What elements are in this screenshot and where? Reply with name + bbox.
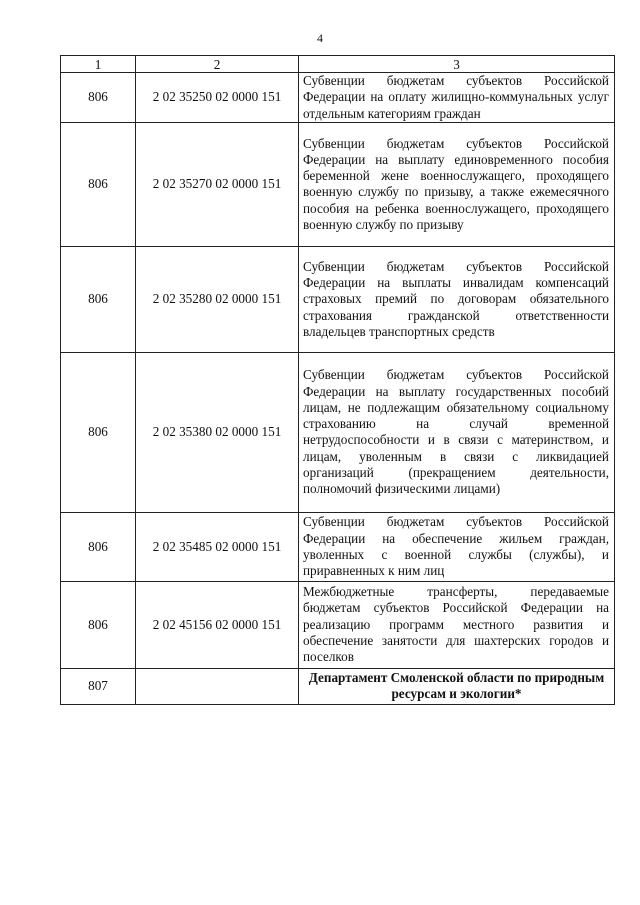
description-text: Субвенции бюджетам субъектов Российской Федерации на обеспечение жильем граждан, уволенных с военной службы (службы), и приравненных к ним лиц [303, 514, 609, 579]
description-text: Субвенции бюджетам субъектов Российской Федерации на оплату жилищно-коммунальных услуг отдельным категориям граждан [303, 73, 609, 121]
description-cell [299, 581, 615, 668]
budget-code-cell [136, 668, 299, 704]
table-row [61, 512, 615, 581]
description-cell [299, 73, 615, 123]
budget-code-cell: 2 02 35280 02 0000 151 [136, 246, 299, 352]
table-row [61, 73, 615, 123]
admin-code-cell: 806 [61, 581, 136, 668]
description-cell [299, 246, 615, 352]
department-title-cell: Департамент Смоленской области по природным ресурсам и экологии* [299, 668, 615, 704]
description-text: Субвенции бюджетам субъектов Российской Федерации на выплату государственных пособий лицам, не подлежащим обязательному социальному страхованию на случай временной нетрудоспособности и в связи с материнством, и лицам, уволенным в связи с ликвидацией организаций (прекращением деятельности, полномочий физическими лицами) [303, 367, 609, 497]
budget-code-cell: 2 02 35270 02 0000 151 [136, 122, 299, 246]
table-header-row [61, 56, 615, 73]
budget-code-cell: 2 02 45156 02 0000 151 [136, 581, 299, 668]
description-text: Субвенции бюджетам субъектов Российской Федерации на выплату единовременного пособия беременной жене военнослужащего, проходящего военную службу по призыву, а также ежемесячного пособия на ребенка военнослужащего, проходящего военную службу по призыву [303, 135, 609, 232]
admin-code-cell: 807 [61, 668, 136, 704]
column-header-2: 2 [136, 56, 299, 73]
budget-code-cell: 2 02 35250 02 0000 151 [136, 73, 299, 123]
table-row [61, 352, 615, 512]
description-cell [299, 512, 615, 581]
admin-code-cell: 806 [61, 512, 136, 581]
budget-code-cell: 2 02 35380 02 0000 151 [136, 352, 299, 512]
description-cell [299, 352, 615, 512]
column-header-1: 1 [61, 56, 136, 73]
budget-classification-table [60, 55, 615, 705]
department-row [61, 668, 615, 704]
admin-code-cell: 806 [61, 122, 136, 246]
table-row [61, 122, 615, 246]
table-row [61, 581, 615, 668]
description-text: Межбюджетные трансферты, передаваемые бюджетам субъектов Российской Федерации на реализацию программ местного развития и обеспечение занятости для шахтерских городов и поселков [303, 584, 609, 665]
admin-code-cell: 806 [61, 73, 136, 123]
table-row [61, 246, 615, 352]
page-number: 4 [317, 31, 323, 45]
column-header-3: 3 [299, 56, 615, 73]
budget-code-cell: 2 02 35485 02 0000 151 [136, 512, 299, 581]
admin-code-cell: 806 [61, 246, 136, 352]
description-cell [299, 122, 615, 246]
description-text: Субвенции бюджетам субъектов Российской Федерации на выплаты инвалидам компенсаций страховых премий по договорам обязательного страхования гражданской ответственности владельцев транспортных средств [303, 258, 609, 339]
admin-code-cell: 806 [61, 352, 136, 512]
